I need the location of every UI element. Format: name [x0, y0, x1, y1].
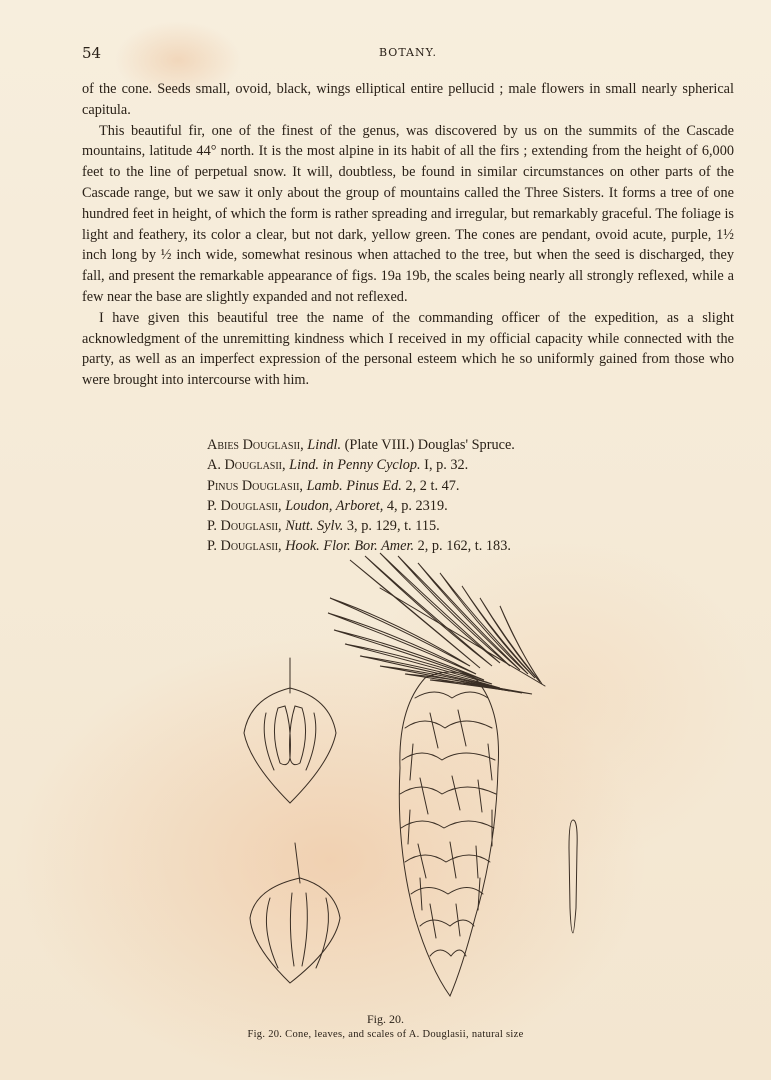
scale-back-view — [250, 843, 340, 983]
synonym-line — [207, 516, 667, 536]
cone-illustration — [230, 548, 610, 1008]
cone — [399, 672, 498, 996]
figure-label: Fig. 20. — [366, 1012, 404, 1026]
synonym-line — [207, 435, 667, 455]
synonym-authority: Hook. Flor. Bor. Amer. — [285, 538, 415, 555]
synonym-line — [207, 476, 667, 496]
synonym-name: P. Douglasii, — [207, 538, 282, 555]
scale-front-view — [244, 658, 336, 803]
paragraph-dedication: I have given this beautiful tree the name of the commanding officer of the expedition, as a slight acknowledgment of the unremitting kindness which I received in my official capacity while connected with the party, as well as an imperfect expression of the personal esteem which he so uniformly gained from those who were brought into intercourse with him. — [82, 309, 734, 389]
synonym-authority: Lind. in Penny Cyclop. — [289, 457, 421, 474]
page-header — [82, 44, 734, 64]
synonym-name: Pinus Douglasii, — [207, 477, 303, 494]
leaves-spray — [328, 553, 545, 694]
paragraph-description: This beautiful fir, one of the finest of the genus, was discovered by us on the summits of the Cascade mountains, latitude 44° north. It is the most alpine in its habit of all the firs ; extending from the height of 6,000 feet to the line of perpetual snow. It will, doubtless, be found in similar circumstances on other parts of the Cascade range, but we saw it only about the group of mountains called the Three Sisters. It forms a tree of one hundred feet in height, of which the form is rather spreading and irregular, but remarkably graceful. The foliage is light and feathery, its color a clear, but not dark, yellow green. The cones are pendant, ovoid acute, purple, 1½ inch long by ½ inch wide, somewhat resinous when attached to the tree, but when the seed is discharged, they fall, and present the remarkable appearance of figs. 19a 19b, the scales being nearly all strongly reflexed, while a few near the base are slightly expanded and not reflexed. — [82, 122, 734, 305]
figure-caption: Fig. 20. Cone, leaves, and scales of A. Douglasii, natural size — [247, 1029, 524, 1040]
synonym-authority: Lindl. — [307, 437, 342, 453]
synonym-reference: (Plate VIII.) Douglas' Spruce. — [341, 437, 515, 453]
synonym-name: P. Douglasii, — [207, 497, 282, 514]
synonym-name: Abies Douglasii, — [207, 437, 304, 453]
body-text — [82, 79, 734, 391]
synonym-authority: Lamb. Pinus Ed. — [306, 477, 402, 494]
synonym-name: A. Douglasii, — [207, 457, 286, 474]
page-number: 54 — [82, 44, 102, 62]
synonymy-list — [207, 435, 667, 557]
synonym-reference: 2, p. 162, t. 183. — [414, 538, 511, 555]
synonym-line — [207, 455, 667, 475]
synonym-reference: I, p. 32. — [420, 457, 469, 474]
synonym-name: P. Douglasii, — [207, 518, 282, 535]
synonym-reference: 2, 2 t. 47. — [401, 477, 460, 494]
paragraph-continuation: of the cone. Seeds small, ovoid, black, wings elliptical entire pellucid ; male flowers in small nearly spherical capitula. — [82, 81, 734, 118]
synonym-reference: 4, p. 2319. — [383, 497, 448, 514]
running-head: BOTANY. — [379, 46, 437, 59]
synonym-authority: Loudon, Arboret, — [285, 497, 384, 514]
single-needle — [569, 820, 577, 933]
synonym-authority: Nutt. Sylv. — [285, 518, 344, 535]
synonym-line — [207, 496, 667, 516]
synonym-reference: 3, p. 129, t. 115. — [343, 518, 440, 535]
